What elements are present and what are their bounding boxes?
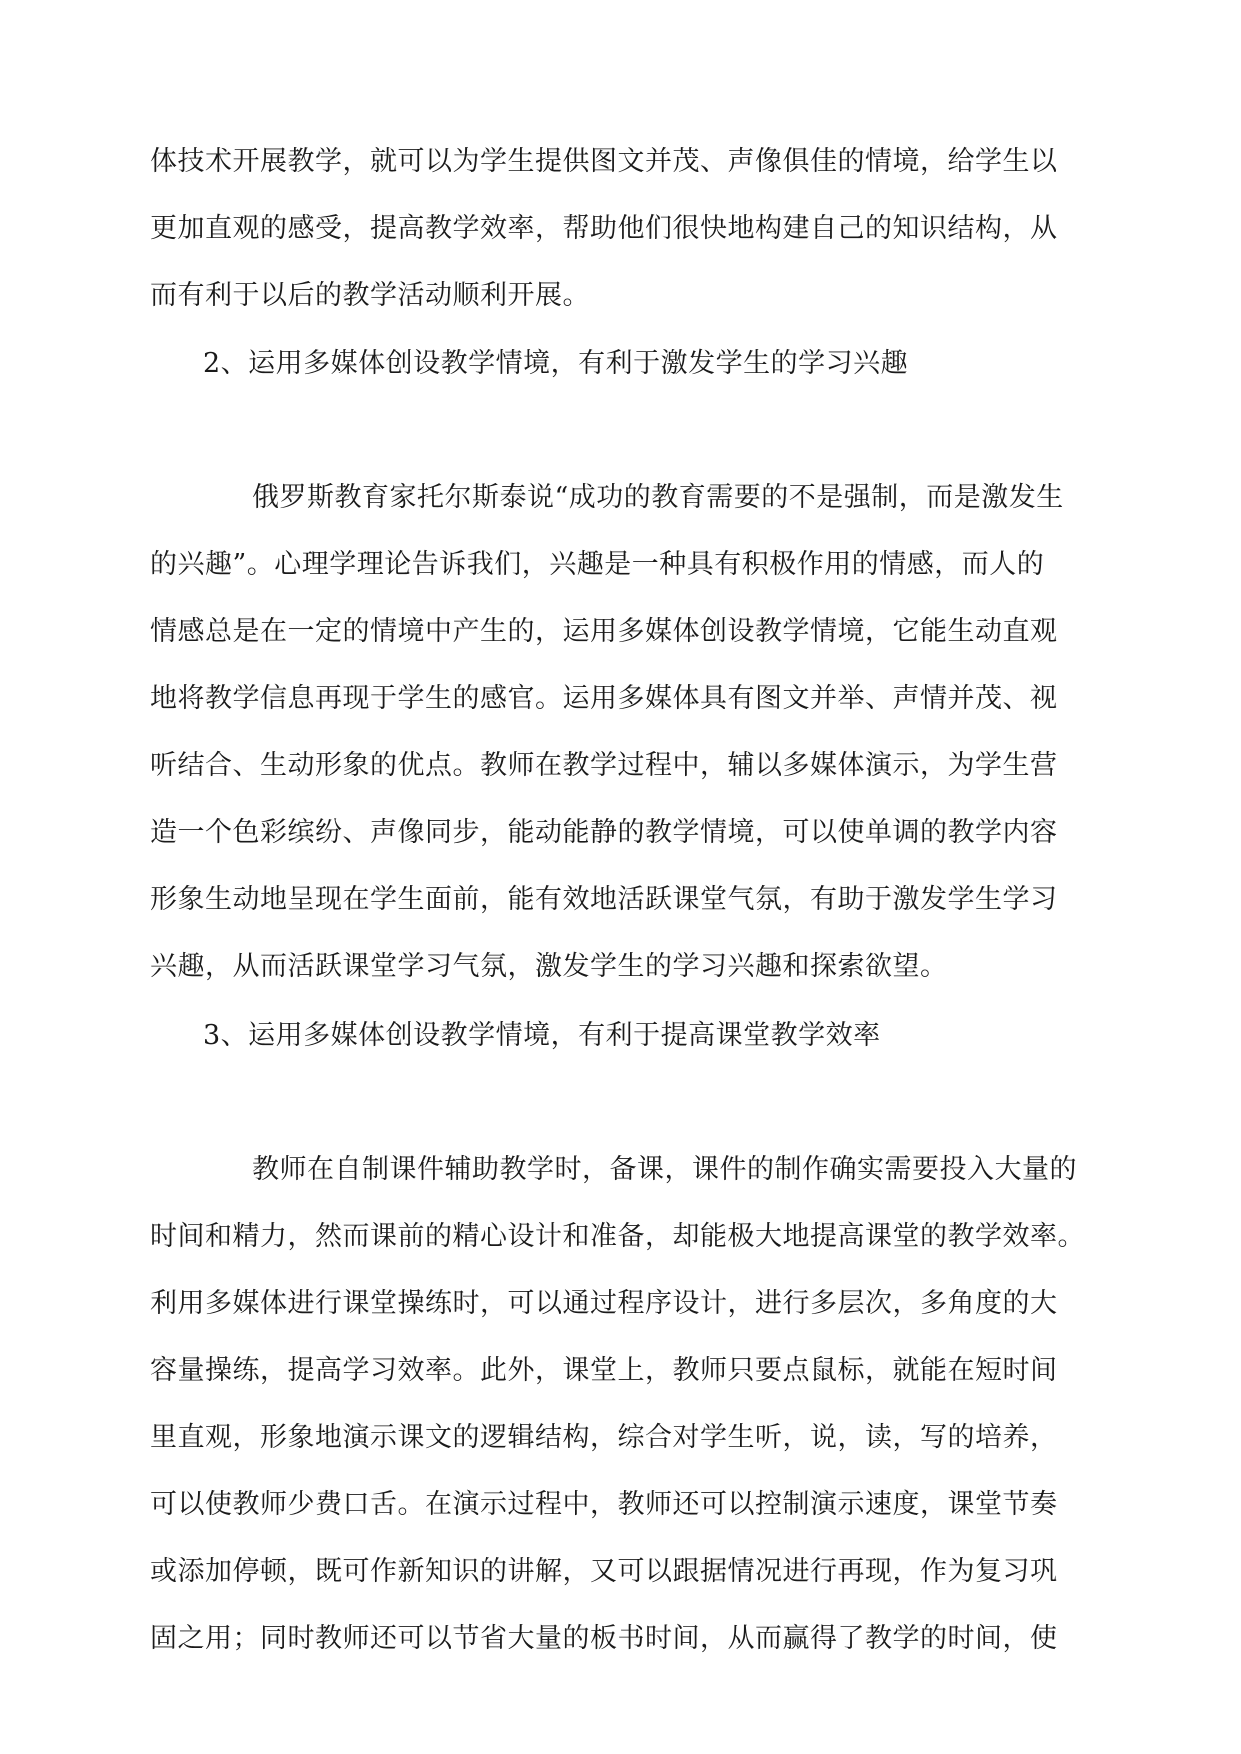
paragraph-3 <box>150 1136 1110 1672</box>
paragraph-line: 地将教学信息再现于学生的感官。运用多媒体具有图文并举、声情并茂、视 <box>150 683 1058 714</box>
paragraph-line: 的兴趣”。心理学理论告诉我们，兴趣是一种具有积极作用的情感，而人的 <box>150 549 1045 580</box>
paragraph-line: 情感总是在一定的情境中产生的，运用多媒体创设教学情境，它能生动直观 <box>150 616 1058 647</box>
paragraph-line: 造一个色彩缤纷、声像同步，能动能静的教学情境，可以使单调的教学内容 <box>150 817 1058 848</box>
paragraph-line: 听结合、生动形象的优点。教师在教学过程中，辅以多媒体演示，为学生营 <box>150 750 1058 781</box>
paragraph-line: 教师在自制课件辅助教学时，备课，课件的制作确实需要投入大量的 <box>252 1154 1077 1185</box>
paragraph-line: 时间和精力，然而课前的精心设计和准备，却能极大地提高课堂的教学效率。 <box>150 1221 1085 1252</box>
paragraph-line: 更加直观的感受，提高教学效率，帮助他们很快地构建自己的知识结构，从 <box>150 213 1058 244</box>
paragraph-line: 里直观，形象地演示课文的逻辑结构，综合对学生听，说，读，写的培养， <box>150 1422 1058 1453</box>
paragraph-line: 或添加停顿，既可作新知识的讲解，又可以跟据情况进行再现，作为复习巩 <box>150 1556 1058 1587</box>
section-heading-3 <box>150 1002 1110 1069</box>
paragraph-line: 形象生动地呈现在学生面前，能有效地活跃课堂气氛，有助于激发学生学习 <box>150 884 1058 915</box>
heading-text: 2、运用多媒体创设教学情境，有利于激发学生的学习兴趣 <box>203 348 909 379</box>
paragraph-line: 俄罗斯教育家托尔斯泰说“成功的教育需要的不是强制，而是激发生 <box>252 482 1064 513</box>
paragraph-line: 兴趣，从而活跃课堂学习气氛，激发学生的学习兴趣和探索欲望。 <box>150 951 948 982</box>
paragraph-line: 体技术开展教学，就可以为学生提供图文并茂、声像俱佳的情境，给学生以 <box>150 146 1058 177</box>
section-heading-2 <box>150 330 1110 397</box>
paragraph-line: 可以使教师少费口舌。在演示过程中，教师还可以控制演示速度，课堂节奏 <box>150 1489 1058 1520</box>
paragraph-line: 而有利于以后的教学活动顺利开展。 <box>150 280 590 311</box>
paragraph-2 <box>150 464 1110 1000</box>
paragraph-intro <box>150 128 1110 329</box>
paragraph-line: 利用多媒体进行课堂操练时，可以通过程序设计，进行多层次，多角度的大 <box>150 1288 1058 1319</box>
paragraph-line: 固之用；同时教师还可以节省大量的板书时间，从而赢得了教学的时间，使 <box>150 1623 1058 1654</box>
heading-text: 3、运用多媒体创设教学情境，有利于提高课堂教学效率 <box>203 1020 881 1051</box>
paragraph-line: 容量操练，提高学习效率。此外，课堂上，教师只要点鼠标，就能在短时间 <box>150 1355 1058 1386</box>
